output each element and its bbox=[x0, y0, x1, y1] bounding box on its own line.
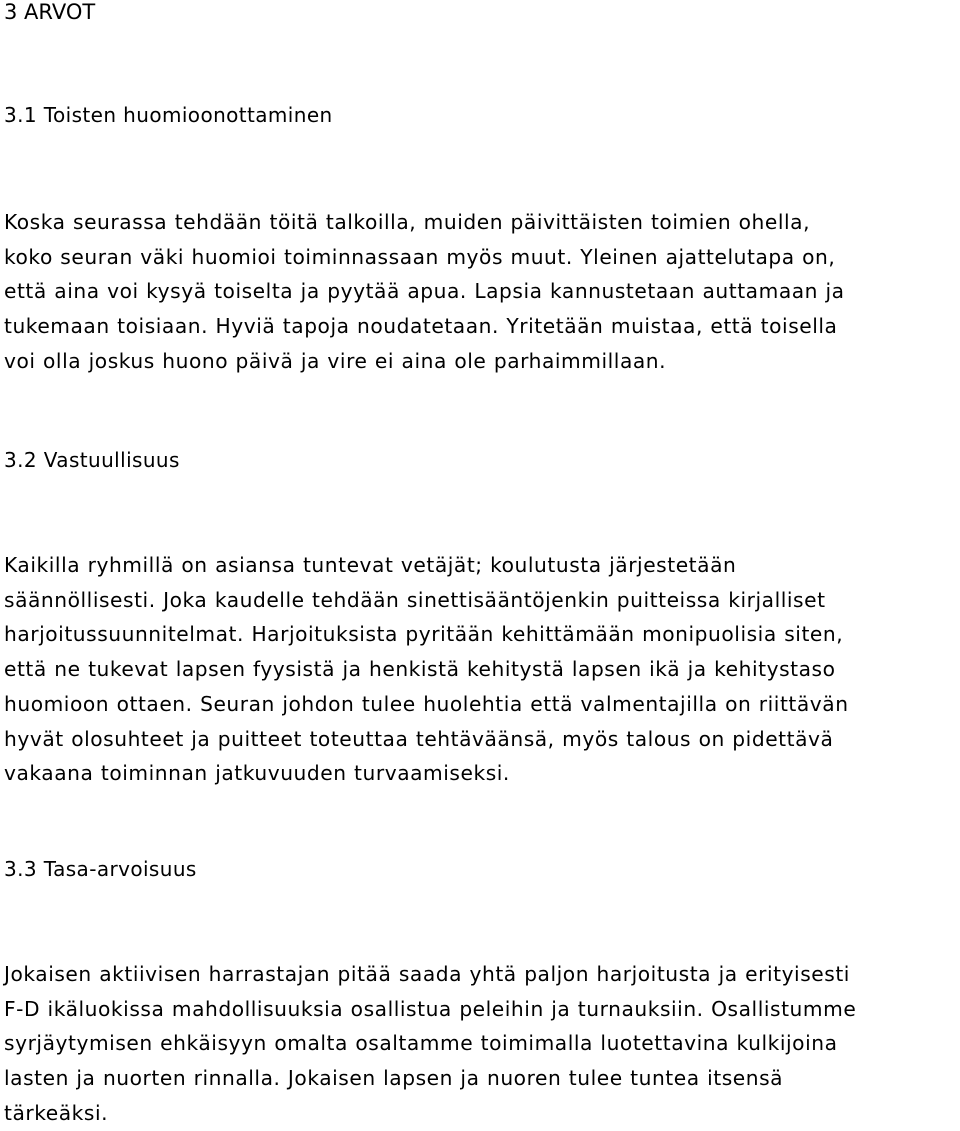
paragraph-line: F-D ikäluokissa mahdollisuuksia osallistua peleihin ja turnauksiin. Osallistumme bbox=[4, 996, 857, 1021]
paragraph-line: Koska seurassa tehdään töitä talkoilla, muiden päivittäisten toimien ohella, bbox=[4, 210, 811, 234]
paragraph-line: tukemaan toisiaan. Hyviä tapoja noudatetaan. Yritetään muistaa, että toisella bbox=[4, 314, 838, 339]
section-heading-vastuullisuus: 3.2 Vastuullisuus bbox=[4, 448, 180, 472]
paragraph-line: hyvät olosuhteet ja puitteet toteuttaa tehtäväänsä, myös talous on pidettävä bbox=[4, 726, 834, 751]
paragraph-line: koko seuran väki huomioi toiminnassaan myös muut. Yleinen ajattelutapa on, bbox=[4, 244, 836, 269]
paragraph-line: harjoitussuunnitelmat. Harjoituksista pyritään kehittämään monipuolisia siten, bbox=[4, 622, 844, 647]
paragraph-line: huomioon ottaen. Seuran johdon tulee huolehtia että valmentajilla on riittävän bbox=[4, 691, 849, 716]
paragraph-line: Jokaisen aktiivisen harrastajan pitää saada yhtä paljon harjoitusta ja erityisesti bbox=[4, 962, 850, 986]
paragraph-line: Kaikilla ryhmillä on asiansa tuntevat vetäjät; koulutusta järjestetään bbox=[4, 553, 737, 577]
paragraph-line: lasten ja nuorten rinnalla. Jokaisen lapsen ja nuoren tulee tuntea itsensä bbox=[4, 1066, 784, 1091]
section-paragraph-vastuullisuus bbox=[4, 548, 956, 791]
paragraph-line: tärkeäksi. bbox=[4, 1100, 109, 1125]
section-heading-huomioonottaminen: 3.1 Toisten huomioonottaminen bbox=[4, 103, 333, 127]
paragraph-line: vakaana toiminnan jatkuvuuden turvaamiseksi. bbox=[4, 761, 510, 786]
paragraph-line: säännöllisesti. Joka kaudelle tehdään sinettisääntöjenkin puitteissa kirjalliset bbox=[4, 587, 826, 612]
paragraph-line: että ne tukevat lapsen fyysistä ja henkistä kehitystä lapsen ikä ja kehitystaso bbox=[4, 657, 836, 682]
section-paragraph-tasa-arvoisuus bbox=[4, 957, 956, 1131]
paragraph-line: että aina voi kysyä toiselta ja pyytää apua. Lapsia kannustetaan auttamaan ja bbox=[4, 279, 845, 304]
section-paragraph-huomioonottaminen bbox=[4, 205, 956, 379]
paragraph-line: syrjäytymisen ehkäisyyn omalta osaltamme toimimalla luotettavina kulkijoina bbox=[4, 1031, 838, 1056]
section-heading-tasa-arvoisuus: 3.3 Tasa-arvoisuus bbox=[4, 857, 197, 881]
chapter-heading: 3 ARVOT bbox=[4, 0, 96, 24]
paragraph-line: voi olla joskus huono päivä ja vire ei aina ole parhaimmillaan. bbox=[4, 348, 667, 373]
